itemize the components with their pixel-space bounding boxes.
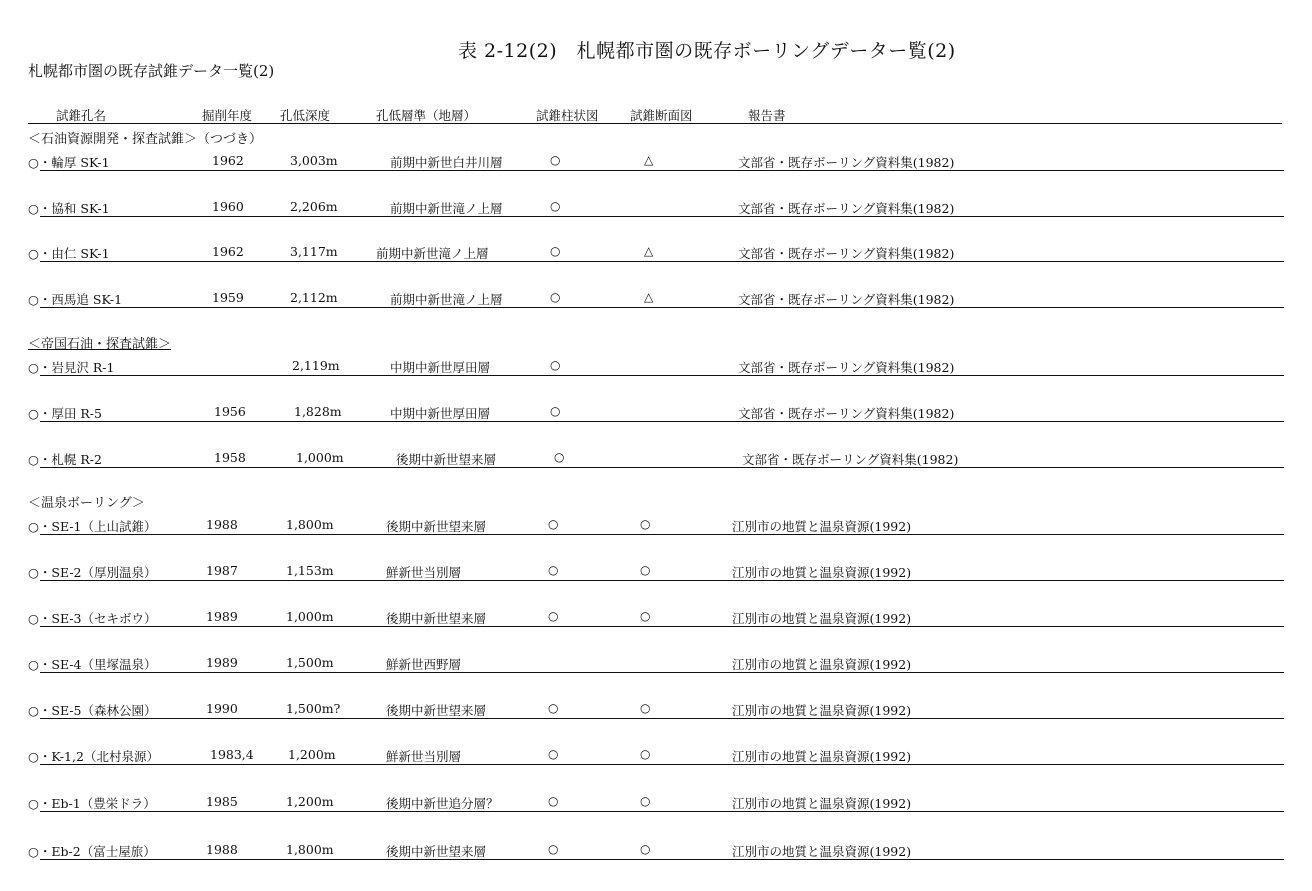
- table-row: [0, 515, 1312, 535]
- well-name: ○・SE-2（厚別温泉）: [28, 565, 157, 580]
- row-underline: [40, 216, 1284, 217]
- bottom-depth: 1,200m: [286, 794, 334, 809]
- row-underline: [40, 764, 1284, 765]
- well-name: ○・輪厚 SK-1: [28, 155, 110, 170]
- section-label: ＜温泉ボーリング＞: [28, 496, 145, 511]
- well-name: ○・SE-3（セキボウ）: [28, 611, 157, 626]
- column-header-year: 掘削年度: [202, 108, 253, 123]
- well-name: ○・SE-1（上山試錐）: [28, 519, 157, 534]
- column-log-mark: ○: [550, 358, 561, 372]
- table-row: [0, 561, 1312, 581]
- bottom-depth: 2,112m: [290, 290, 338, 305]
- column-log-mark: ○: [548, 563, 559, 577]
- row-underline: [40, 421, 1284, 422]
- column-log-mark: ○: [550, 153, 561, 167]
- well-name: ○・由仁 SK-1: [28, 246, 110, 261]
- column-log-mark: ○: [548, 747, 559, 761]
- section-label: ＜石油資源開発・探査試錐＞（つづき）: [28, 132, 263, 147]
- bottom-stratum: 後期中新世望来層: [386, 703, 487, 718]
- column-header-depth: 孔低深度: [280, 108, 331, 123]
- bottom-depth: 3,003m: [290, 153, 338, 168]
- bottom-stratum: 後期中新世追分層？: [386, 796, 499, 811]
- drill-year: 1988: [206, 517, 238, 532]
- cross-section-mark: △: [644, 244, 654, 258]
- drill-year: 1962: [212, 153, 244, 168]
- column-header-column-log: 試錐柱状図: [536, 108, 599, 123]
- bottom-depth: 1,200m: [288, 747, 336, 762]
- header-divider: [28, 123, 1282, 124]
- column-header-stratum: 孔低層準（地層）: [376, 108, 477, 123]
- table-row: [0, 745, 1312, 765]
- report-name: 江別市の地質と温泉資源(1992): [732, 519, 912, 534]
- report-name: 江別市の地質と温泉資源(1992): [732, 796, 912, 811]
- bottom-stratum: 後期中新世望来層: [386, 611, 487, 626]
- drill-year: 1990: [206, 701, 238, 716]
- table-row: [0, 792, 1312, 812]
- row-underline: [40, 811, 1284, 812]
- drill-year: 1958: [214, 450, 246, 465]
- bottom-stratum: 前期中新世白井川層: [390, 155, 503, 170]
- document-title: 表 2-12(2) 札幌都市圏の既存ボーリングデーター覧(2): [458, 40, 956, 62]
- table-row: [0, 288, 1312, 308]
- well-name: ○・K-1,2（北村泉源）: [28, 749, 159, 764]
- cross-section-mark: ○: [640, 842, 651, 856]
- column-log-mark: ○: [548, 517, 559, 531]
- cross-section-mark: △: [644, 153, 654, 167]
- document-subtitle: 札幌都市圏の既存試錐データ一覧(2): [28, 62, 275, 80]
- report-name: 江別市の地質と温泉資源(1992): [732, 703, 912, 718]
- table-row: [0, 242, 1312, 262]
- table-row: [0, 840, 1312, 860]
- bottom-stratum: 前期中新世滝ノ上層: [390, 201, 503, 216]
- table-row: [0, 653, 1312, 673]
- bottom-stratum: 後期中新世望来層: [386, 844, 487, 859]
- well-name: ○・西馬追 SK-1: [28, 292, 123, 307]
- well-name: ○・協和 SK-1: [28, 201, 110, 216]
- bottom-stratum: 後期中新世望来層: [396, 452, 497, 467]
- report-name: 文部省・既存ボーリング資料集(1982): [742, 452, 959, 467]
- drill-year: 1962: [212, 244, 244, 259]
- report-name: 江別市の地質と温泉資源(1992): [732, 844, 912, 859]
- well-name: ○・岩見沢 R-1: [28, 360, 115, 375]
- drill-year: 1956: [214, 404, 246, 419]
- row-underline: [40, 859, 1284, 860]
- column-log-mark: ○: [554, 450, 565, 464]
- row-underline: [40, 626, 1284, 627]
- cross-section-mark: △: [644, 290, 654, 304]
- bottom-depth: 1,800m: [286, 842, 334, 857]
- drill-year: 1960: [212, 199, 244, 214]
- column-header-name: 試錐孔名: [56, 108, 107, 123]
- report-name: 江別市の地質と温泉資源(1992): [732, 565, 912, 580]
- bottom-depth: 1,500m?: [286, 701, 341, 716]
- bottom-depth: 1,500m: [286, 655, 334, 670]
- cross-section-mark: ○: [640, 701, 651, 715]
- table-row: [0, 699, 1312, 719]
- row-underline: [40, 307, 1284, 308]
- table-row: [0, 402, 1312, 422]
- bottom-stratum: 前期中新世滝ノ上層: [390, 292, 503, 307]
- table-row: [0, 151, 1312, 171]
- table-header: [0, 102, 1312, 124]
- bottom-stratum: 後期中新世望来層: [386, 519, 487, 534]
- well-name: ○・Eb-1（豊栄ドラ）: [28, 796, 156, 811]
- drill-year: 1983,4: [210, 747, 254, 762]
- row-underline: [40, 261, 1284, 262]
- bottom-depth: 1,000m: [286, 609, 334, 624]
- bottom-depth: 2,206m: [290, 199, 338, 214]
- section-label: ＜帝国石油・探査試錐＞: [28, 337, 172, 352]
- well-name: ○・札幌 R-2: [28, 452, 102, 467]
- table-row: [0, 448, 1312, 468]
- cross-section-mark: ○: [640, 609, 651, 623]
- well-name: ○・SE-4（里塚温泉）: [28, 657, 157, 672]
- column-log-mark: ○: [548, 842, 559, 856]
- report-name: 文部省・既存ボーリング資料集(1982): [738, 201, 955, 216]
- well-name: ○・SE-5（森林公園）: [28, 703, 157, 718]
- cross-section-mark: ○: [640, 747, 651, 761]
- well-name: ○・Eb-2（富士屋旅）: [28, 844, 156, 859]
- report-name: 文部省・既存ボーリング資料集(1982): [738, 406, 955, 421]
- drill-year: 1987: [206, 563, 238, 578]
- report-name: 文部省・既存ボーリング資料集(1982): [738, 155, 955, 170]
- drill-year: 1988: [206, 842, 238, 857]
- bottom-stratum: 鮮新世西野層: [386, 657, 462, 672]
- row-underline: [40, 534, 1284, 535]
- row-underline: [40, 672, 1284, 673]
- bottom-depth: 3,117m: [290, 244, 338, 259]
- bottom-stratum: 中期中新世厚田層: [390, 406, 491, 421]
- bottom-stratum: 中期中新世厚田層: [390, 360, 491, 375]
- column-log-mark: ○: [550, 199, 561, 213]
- column-log-mark: ○: [550, 404, 561, 418]
- column-header-report: 報告書: [748, 108, 786, 123]
- bottom-depth: 1,800m: [286, 517, 334, 532]
- row-underline: [40, 170, 1284, 171]
- row-underline: [40, 375, 1284, 376]
- row-underline: [40, 580, 1284, 581]
- row-underline: [40, 467, 1284, 468]
- drill-year: 1985: [206, 794, 238, 809]
- column-log-mark: ○: [550, 244, 561, 258]
- bottom-depth: 1,153m: [286, 563, 334, 578]
- cross-section-mark: ○: [640, 563, 651, 577]
- report-name: 文部省・既存ボーリング資料集(1982): [738, 246, 955, 261]
- table-row: [0, 197, 1312, 217]
- drill-year: 1959: [212, 290, 244, 305]
- bottom-depth: 1,828m: [294, 404, 342, 419]
- row-underline: [40, 718, 1284, 719]
- drill-year: 1989: [206, 609, 238, 624]
- table-row: [0, 356, 1312, 376]
- bottom-stratum: 鮮新世当別層: [386, 749, 462, 764]
- report-name: 江別市の地質と温泉資源(1992): [732, 749, 912, 764]
- drill-year: 1989: [206, 655, 238, 670]
- table-row: [0, 607, 1312, 627]
- bottom-depth: 2,119m: [292, 358, 340, 373]
- column-log-mark: ○: [548, 701, 559, 715]
- cross-section-mark: ○: [640, 794, 651, 808]
- column-log-mark: ○: [548, 794, 559, 808]
- well-name: ○・厚田 R-5: [28, 406, 102, 421]
- cross-section-mark: ○: [640, 517, 651, 531]
- column-log-mark: ○: [550, 290, 561, 304]
- column-header-cross-section: 試錐断面図: [630, 108, 693, 123]
- bottom-depth: 1,000m: [296, 450, 344, 465]
- report-name: 文部省・既存ボーリング資料集(1982): [738, 360, 955, 375]
- bottom-stratum: 前期中新世滝ノ上層: [376, 246, 489, 261]
- bottom-stratum: 鮮新世当別層: [386, 565, 462, 580]
- report-name: 江別市の地質と温泉資源(1992): [732, 611, 912, 626]
- report-name: 文部省・既存ボーリング資料集(1982): [738, 292, 955, 307]
- column-log-mark: ○: [548, 609, 559, 623]
- report-name: 江別市の地質と温泉資源(1992): [732, 657, 912, 672]
